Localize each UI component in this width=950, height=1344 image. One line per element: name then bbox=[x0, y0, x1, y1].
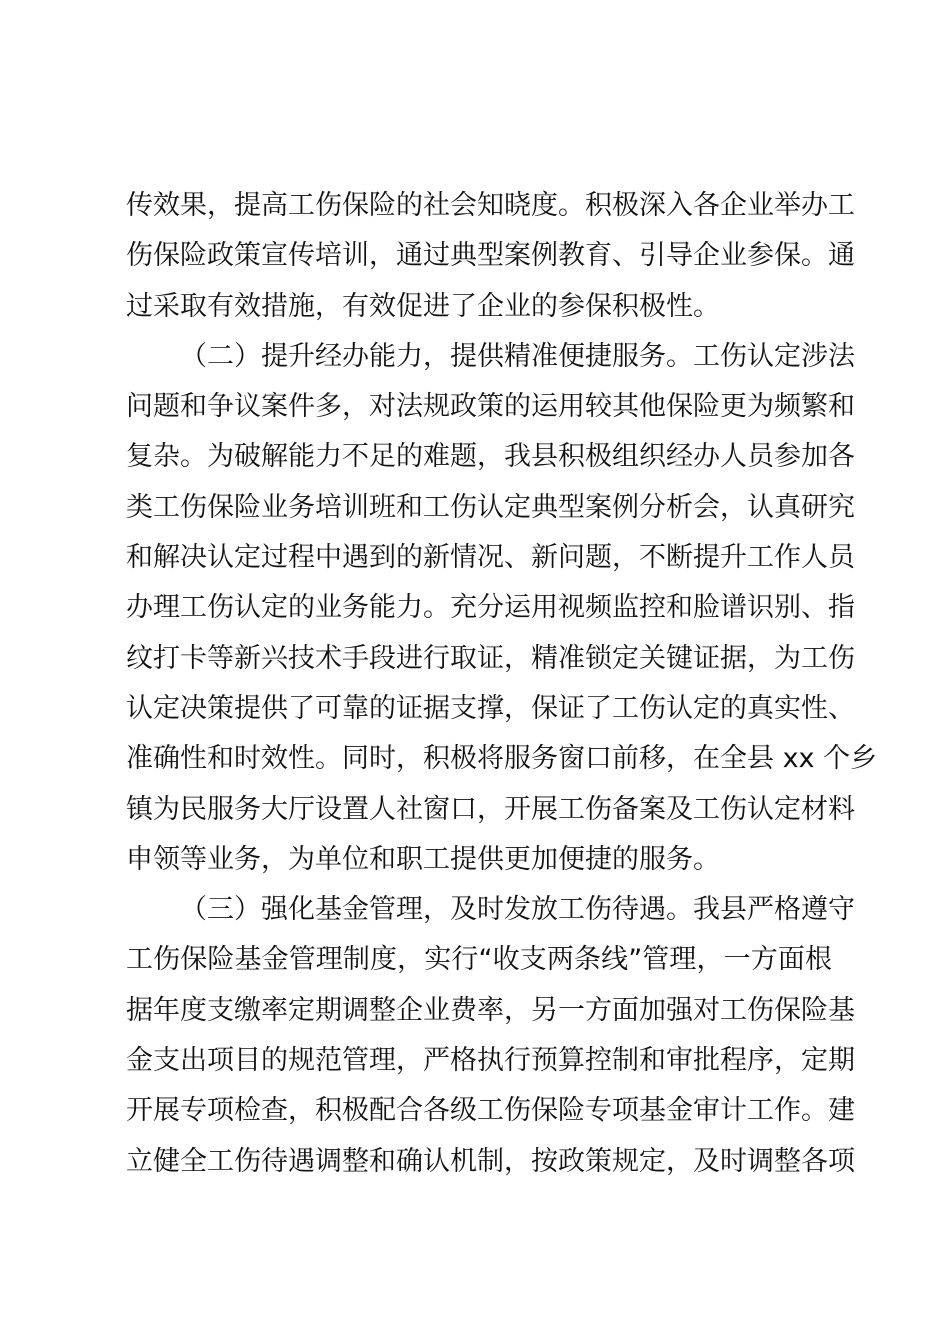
paragraph-1-line-3: 过采取有效措施，有效促进了企业的参保积极性。 bbox=[126, 290, 720, 322]
paragraph-2-line-2: 问题和争议案件多，对法规政策的运用较其他保险更为频繁和 bbox=[126, 391, 855, 423]
paragraph-3-line-4: 金支出项目的规范管理，严格执行预算控制和审批程序，定期 bbox=[126, 1045, 855, 1077]
paragraph-3-line-3: 据年度支缴率定期调整企业费率，另一方面加强对工伤保险基 bbox=[126, 994, 855, 1026]
paragraph-2-line-5: 和解决认定过程中遇到的新情况、新问题，不断提升工作人员 bbox=[126, 542, 855, 574]
paragraph-2-line-8: 认定决策提供了可靠的证据支撑，保证了工伤认定的真实性、 bbox=[126, 692, 855, 724]
document-body bbox=[126, 181, 878, 1187]
paragraph-2-line-4: 类工伤保险业务培训班和工伤认定典型案例分析会，认真研究 bbox=[126, 491, 855, 523]
paragraph-3-line-1: （三）强化基金管理，及时发放工伤待遇。我县严格遵守 bbox=[180, 894, 855, 926]
paragraph-2-line-1: （二）提升经办能力，提供精准便捷服务。工伤认定涉法 bbox=[180, 340, 855, 372]
paragraph-1-line-1: 传效果，提高工伤保险的社会知晓度。积极深入各企业举办工 bbox=[126, 190, 855, 221]
paragraph-2-line-10: 镇为民服务大厅设置人社窗口，开展工伤备案及工伤认定材料 bbox=[126, 793, 855, 825]
paragraph-1-line-2: 伤保险政策宣传培训，通过典型案例教育、引导企业参保。通 bbox=[126, 240, 855, 272]
paragraph-3-line-5: 开展专项检查，积极配合各级工伤保险专项基金审计工作。建 bbox=[126, 1095, 855, 1127]
paragraph-2-line-11: 申领等业务，为单位和职工提供更加便捷的服务。 bbox=[126, 843, 720, 875]
paragraph-3-line-6: 立健全工伤待遇调整和确认机制，按政策规定，及时调整各项 bbox=[126, 1145, 855, 1177]
paragraph-3-line-2: 工伤保险基金管理制度，实行“收支两条线”管理，一方面根 bbox=[126, 944, 832, 976]
paragraph-2-line-7: 纹打卡等新兴技术手段进行取证，精准锁定关键证据，为工伤 bbox=[126, 642, 855, 674]
paragraph-2-line-3: 复杂。为破解能力不足的难题，我县积极组织经办人员参加各 bbox=[126, 441, 855, 473]
paragraph-2-line-9: 准确性和时效性。同时，积极将服务窗口前移，在全县 xx 个乡 bbox=[126, 743, 878, 775]
paragraph-2-line-6: 办理工伤认定的业务能力。充分运用视频监控和脸谱识别、指 bbox=[126, 592, 855, 624]
